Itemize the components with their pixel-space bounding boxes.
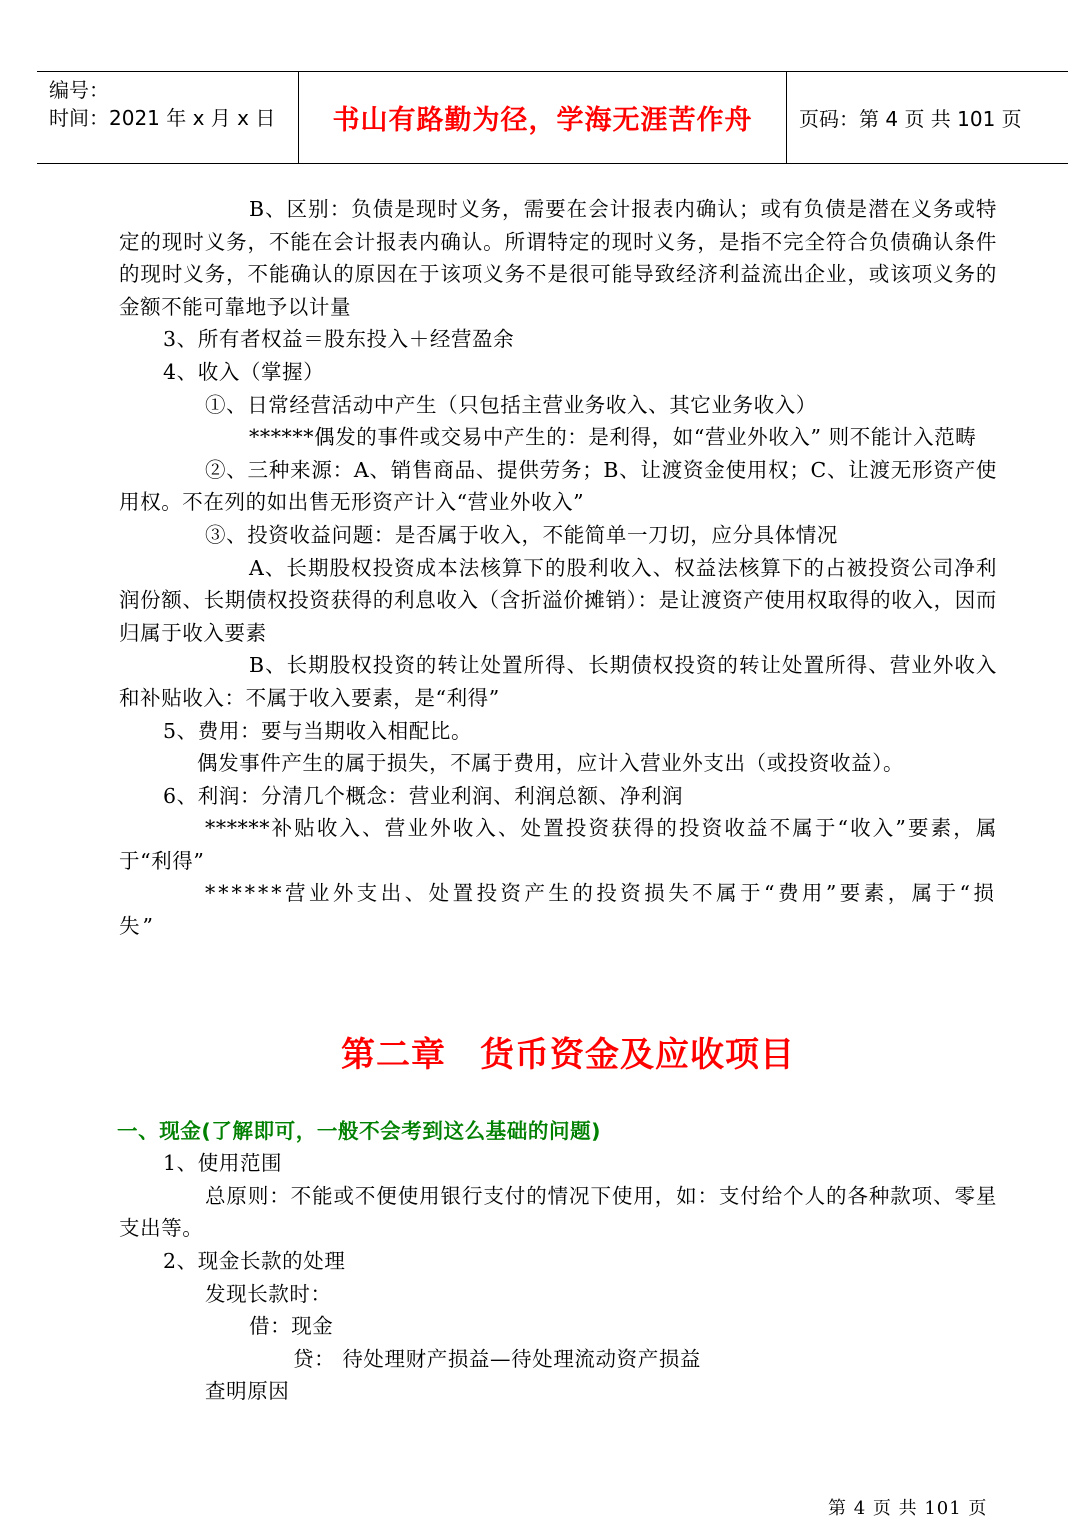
chapter-heading xyxy=(119,1035,997,1075)
paragraph: 发现长款时： xyxy=(205,1281,332,1306)
spacer xyxy=(119,1075,997,1115)
paragraph: 3、所有者权益＝股东投入＋经营盈余 xyxy=(163,327,515,352)
paragraph: 偶发事件产生的属于损失，不属于费用，应计入营业外支出（或投资收益）。 xyxy=(197,751,905,776)
chapter-title: 货币资金及应收项目 xyxy=(480,1034,795,1075)
paragraph: B、区别：负债是现时义务，需要在会计报表内确认；或有负债是潜在义务或特定的现时义务，不能在会计报表内确认。所谓特定的现时义务，是指不完全符合负债确认条件的现时义务，不能确认的原因在于该项义务不是很可能导致经济利益流出企业，或该项义务的金额不能可靠地予以计量 xyxy=(119,197,997,319)
document-time-label: 时间：2021 年 x 月 x 日 xyxy=(49,106,276,130)
paragraph: B、长期股权投资的转让处置所得、长期债权投资的转让处置所得、营业外收入和补贴收入：不属于收入要素，是“利得” xyxy=(119,653,997,710)
chapter-number: 第二章 xyxy=(341,1034,446,1075)
section-heading: 一、现金(了解即可，一般不会考到这么基础的问题) xyxy=(117,1118,602,1143)
paragraph: 4、收入（掌握） xyxy=(163,359,325,384)
paragraph: 借：现金 xyxy=(249,1314,334,1339)
document-body xyxy=(119,193,997,1408)
paragraph: ②、三种来源：A、销售商品、提供劳务；B、让渡资金使用权；C、让渡无形资产使用权。不在列的如出售无形资产计入“营业外收入” xyxy=(119,457,997,515)
page-footer: 第 4 页 共 101 页 xyxy=(828,1498,988,1519)
spacer xyxy=(119,943,997,1035)
paragraph: A、长期股权投资成本法核算下的股利收入、权益法核算下的占被投资公司净利润份额、长期债权投资获得的利息收入（含折溢价摊销）：是让渡资产使用权取得的收入，因而归属于收入要素 xyxy=(119,555,997,645)
header-motto: 书山有路勤为径，学海无涯苦作舟 xyxy=(299,72,787,163)
paragraph: 5、费用：要与当期收入相配比。 xyxy=(163,718,473,743)
paragraph: 6、利润：分清几个概念：营业利润、利润总额、净利润 xyxy=(163,783,684,808)
header-meta xyxy=(37,72,299,163)
paragraph: 贷： 待处理财产损益—待处理流动资产损益 xyxy=(293,1346,702,1371)
paragraph: 1、使用范围 xyxy=(163,1151,283,1176)
paragraph: ******补贴收入、营业外收入、处置投资获得的投资收益不属于“收入”要素，属于“利得” xyxy=(119,816,997,873)
page-header xyxy=(37,71,1068,164)
paragraph: ③、投资收益问题：是否属于收入，不能简单一刀切，应分具体情况 xyxy=(205,522,838,547)
paragraph: 2、现金长款的处理 xyxy=(163,1249,346,1274)
paragraph: ①、日常经营活动中产生（只包括主营业务收入、其它业务收入） xyxy=(205,392,817,417)
paragraph: ******营业外支出、处置投资产生的投资损失不属于“费用”要素，属于“损失” xyxy=(119,881,997,939)
paragraph: 查明原因 xyxy=(205,1379,290,1404)
document-number-label: 编号： xyxy=(49,78,109,102)
paragraph: ******偶发的事件或交易中产生的：是利得，如“营业外收入” 则不能计入范畴 xyxy=(249,425,977,450)
paragraph: 总原则：不能或不便使用银行支付的情况下使用，如：支付给个人的各种款项、零星支出等。 xyxy=(119,1183,997,1241)
header-page-number: 页码：第 4 页 共 101 页 xyxy=(799,107,1022,131)
